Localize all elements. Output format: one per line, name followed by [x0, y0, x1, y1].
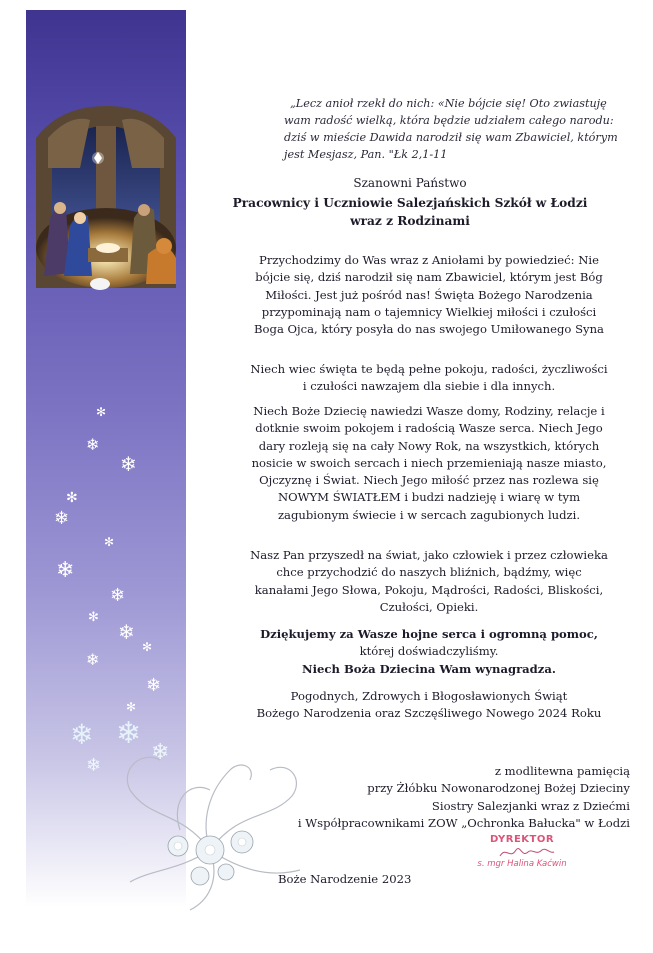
snowflake-icon: ❄	[56, 558, 75, 583]
wishes-paragraph	[248, 688, 610, 723]
thanks-line-3: Niech Boża Dziecina Wam wynagradza.	[302, 661, 556, 676]
signature-line-4: i Współpracownikami ZOW „Ochronka Bałucka" w Łodzi	[297, 815, 630, 830]
paragraph-3: Niech Boże Dziecię nawiedzi Wasze domy, Rodziny, relacje i dotknie swoim pokojem i radością Wasze serca. Niech Jego dary rozleją się na cały Nowy Rok, na wszystkich, których nosicie w swoich sercach i niech przemieniają nasze miasto, Ojczyznę i Świat. Niech Jego miłość przez nas rozlewa się NOWYM ŚWIATŁEM i budzi nadzieję i wiarę w tym zagubionym świecie i w sercach zagubionych ludzi.	[251, 404, 607, 522]
greeting-families: wraz z Rodzinami	[350, 214, 470, 228]
snowflake-icon: ✻	[96, 405, 107, 419]
scripture-quote: „Lecz anioł rzekł do nich: «Nie bójcie się! Oto zwiastuję wam radość wielką, która będzie udziałem całego narodu: dziś w mieście Dawida narodził się wam Zbawiciel, którym jest Mesjasz, Pan. "Łk 2,1-11	[284, 97, 618, 161]
greeting-salutation: Szanowni Państwo	[353, 176, 467, 190]
snowflake-icon: ✻	[88, 610, 99, 625]
snowflake-icon: ✻	[126, 700, 137, 714]
signature-line-3: Siostry Salezjanki wraz z Dziećmi	[431, 798, 630, 813]
snowflake-icon: ❄	[86, 435, 100, 454]
nativity-scene-image	[30, 98, 182, 296]
paragraph-2: Niech wiec święta te będą pełne pokoju, radości, życzliwości i czułości nawzajem dla siebie i dla innych.	[250, 362, 608, 394]
snowflake-icon: ❄	[146, 675, 162, 696]
snowflake-icon: ❄	[86, 755, 102, 776]
wishes-line-2: Bożego Narodzenia oraz Szczęśliwego Nowego 2024 Roku	[256, 706, 602, 721]
thanks-line-1: Dziękujemy za Wasze hojne serca i ogromną pomoc,	[260, 627, 598, 641]
snowflake-icon: ❄	[70, 718, 94, 751]
thanks-paragraph	[248, 626, 610, 678]
snowflake-icon: ❄	[54, 508, 70, 529]
stamp-name: s. mgr Halina Kaćwin	[477, 859, 567, 869]
snowflake-icon: ❄	[86, 650, 100, 669]
stamp-title: DYREKTOR	[489, 834, 555, 845]
document-date: Boże Narodzenie 2023	[278, 872, 412, 886]
signature-line-1: z modlitewna pamięcią	[494, 764, 630, 778]
snowflake-icon: ❄	[110, 585, 126, 606]
paragraph-4: Nasz Pan przyszedł na świat, jako człowiek i przez człowieka chce przychodzić do naszych bliźnich, bądźmy, więc kanałami Jego Słowa, Pokoju, Mądrości, Radości, Bliskości, Czułości, Opieki.	[250, 548, 608, 614]
wishes-line-1: Pogodnych, Zdrowych i Błogosławionych Świąt	[290, 689, 568, 703]
thanks-line-2: której doświadczyliśmy.	[359, 644, 499, 659]
snowflake-icon: ✻	[66, 490, 78, 506]
snowflake-icon: ✻	[142, 640, 153, 654]
snowflake-icon: ✻	[104, 535, 115, 549]
signature-block	[280, 763, 630, 832]
signature-line-2: przy Żłóbku Nowonarodzonej Bożej Dzieciny	[367, 781, 630, 796]
snowflake-icon: ❄	[151, 740, 170, 765]
paragraph-1: Przychodzimy do Was wraz z Aniołami by powiedzieć: Nie bójcie się, dziś narodził się nam Zbawiciel, którym jest Bóg Miłości. Jest już pośród nas! Święta Bożego Narodzenia przypominają nam o tajemnicy Wielkiej miłości i czułości Boga Ojca, który posyła do nas swojego Umiłowanego Syna	[254, 253, 604, 337]
snowflake-icon: ❄	[120, 452, 137, 476]
handwritten-signature-mark	[496, 844, 556, 862]
greeting-recipients: Pracownicy i Uczniowie Salezjańskich Szkół w Łodzi	[232, 196, 588, 210]
director-stamp	[462, 834, 582, 869]
snowflake-icon: ❄	[118, 620, 135, 644]
snowflake-icon: ❄	[116, 716, 142, 751]
